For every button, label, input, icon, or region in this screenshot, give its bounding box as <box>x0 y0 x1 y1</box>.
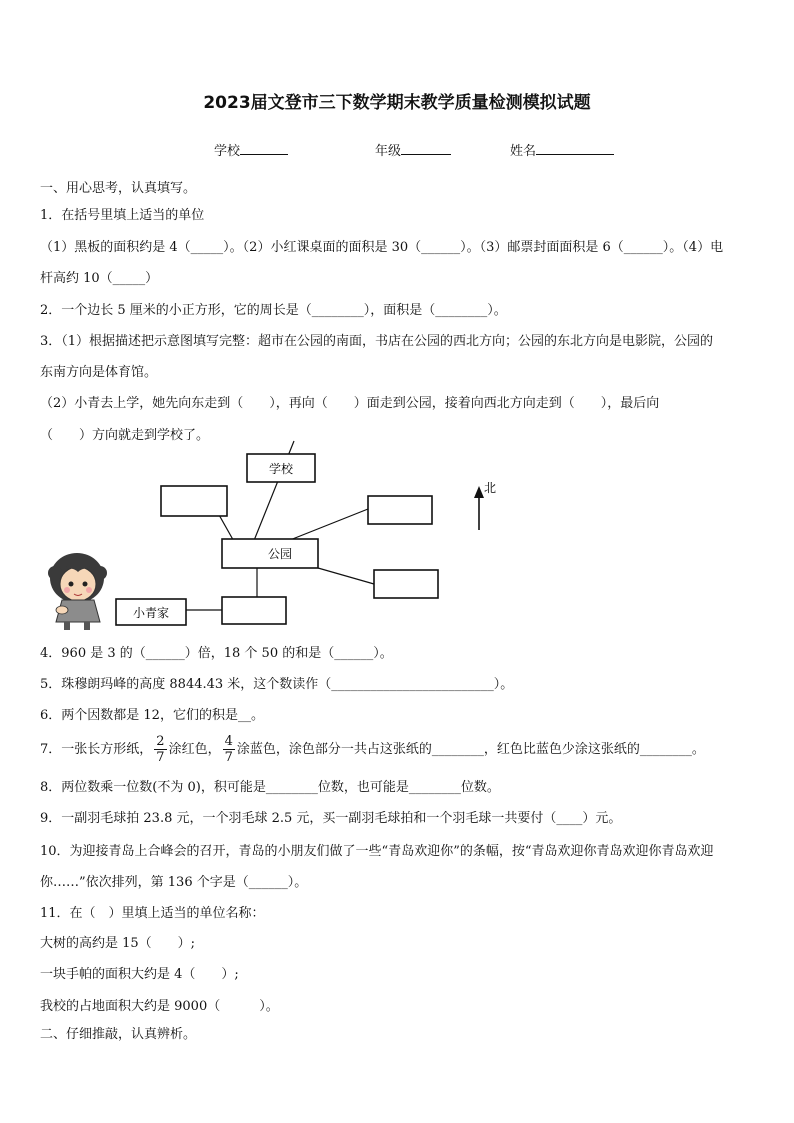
fraction-4-7: $\frac{4}{7}$ <box>224 734 233 765</box>
connector-line <box>318 568 374 584</box>
north-arrow-head <box>474 486 484 498</box>
grade-label: 年级 <box>375 144 402 159</box>
home-box-label: 小青家 <box>132 606 170 620</box>
question-6: 6．两个因数都是 12，它们的积是__。 <box>40 708 264 723</box>
question-3-line-2: 东南方向是体育馆。 <box>40 365 158 380</box>
school-blank <box>240 141 288 155</box>
question-5: 5．珠穆朗玛峰的高度 8844.43 米，这个数读作（_________________________）。 <box>40 677 514 692</box>
question-9: 9．一副羽毛球拍 23.8 元，一个羽毛球 2.5 元，买一副羽毛球拍和一个羽毛球一共要付（____）元。 <box>40 811 622 826</box>
question-7-mid: 涂红色， <box>168 742 221 757</box>
question-11-a: 大树的高约是 15（ ）; <box>40 936 196 951</box>
park-box-label: 公园 <box>267 547 293 561</box>
blank-box-south[interactable] <box>222 597 286 624</box>
connector-line <box>290 509 368 540</box>
question-3-line-4: （ ）方向就走到学校了。 <box>40 428 210 443</box>
blank-box-northwest[interactable] <box>161 486 227 516</box>
question-4: 4．960 是 3 的（______）倍，18 个 50 的和是（______）。 <box>40 646 393 661</box>
question-3-line-3: （2）小青去上学，她先向东走到（ ），再向（ ）面走到公园，接着向西北方向走到（ ），最后向 <box>40 396 660 411</box>
question-7-suffix: 涂蓝色，涂色部分一共占这张纸的________，红色比蓝色少涂这张纸的________。 <box>236 742 705 757</box>
question-11-stem: 11．在（ ）里填上适当的单位名称： <box>40 906 265 921</box>
name-blank <box>536 141 614 155</box>
question-7-prefix: 7．一张长方形纸， <box>40 742 153 757</box>
page-title: 2023届文登市三下数学期末教学质量检测模拟试题 <box>203 93 591 113</box>
grade-blank <box>401 141 451 155</box>
direction-diagram <box>0 440 794 640</box>
school-label: 学校 <box>214 144 241 159</box>
question-2: 2．一个边长 5 厘米的小正方形，它的周长是（________），面积是（________）。 <box>40 303 507 318</box>
question-1-line-1: （1）黑板的面积约是 4（_____）。（2）小红课桌面的面积是 30（______）。（3）邮票封面面积是 6（______）。（4）电 <box>40 240 724 255</box>
school-box-label: 学校 <box>268 462 294 476</box>
question-3-line-1: 3．（1）根据描述把示意图填写完整：超市在公园的南面，书店在公园的西北方向；公园的东北方向是电影院，公园的 <box>40 334 714 349</box>
question-8: 8．两位数乘一位数(不为 0)，积可能是________位数，也可能是________位数。 <box>40 780 500 795</box>
question-10-line-2: 你……”依次排列，第 136 个字是（______）。 <box>40 875 308 890</box>
question-11-b: 一块手帕的面积大约是 4（ ）; <box>40 967 239 982</box>
blank-box-northeast[interactable] <box>368 496 432 524</box>
question-1-stem: 1．在括号里填上适当的单位 <box>40 208 205 223</box>
north-label: 北 <box>484 481 497 495</box>
name-label: 姓名 <box>510 144 537 159</box>
question-11-c: 我校的占地面积大约是 9000（ ）。 <box>40 999 279 1014</box>
blank-box-southeast[interactable] <box>374 570 438 598</box>
question-1-line-2: 杆高约 10（_____） <box>40 271 159 286</box>
section-2-heading: 二、仔细推敲，认真辨析。 <box>40 1027 197 1042</box>
question-7 <box>40 733 705 767</box>
question-10-line-1: 10．为迎接青岛上合峰会的召开，青岛的小朋友们做了一些“青岛欢迎你”的条幅，按“青岛欢迎你青岛欢迎你青岛欢迎 <box>40 844 714 859</box>
girl-illustration <box>48 553 107 630</box>
section-1-heading: 一、用心思考，认真填写。 <box>40 181 197 196</box>
fraction-2-7: $\frac{2}{7}$ <box>156 734 165 765</box>
